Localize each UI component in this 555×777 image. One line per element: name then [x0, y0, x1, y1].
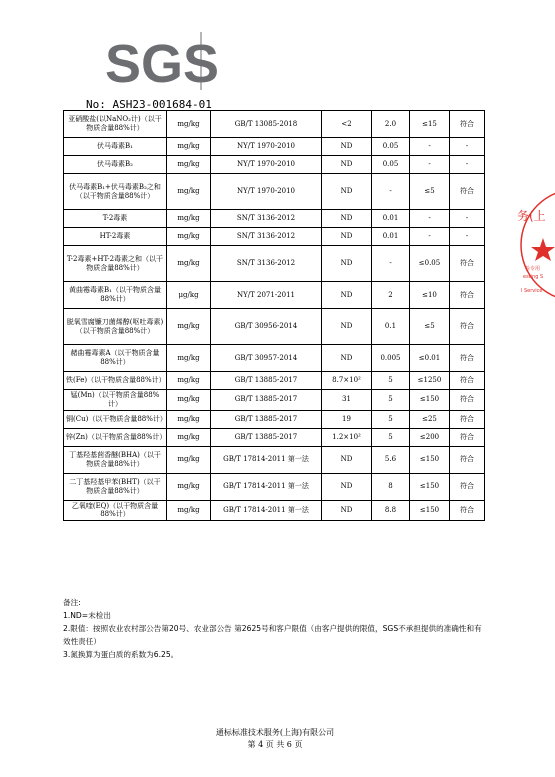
cell-mdl: 0.05 [372, 138, 410, 156]
cell-method: GB/T 30957-2014 [211, 345, 322, 372]
cell-unit: mg/kg [167, 428, 211, 446]
cell-method: GB/T 17814-2011 第一法 [211, 500, 322, 521]
cell-conclusion: 符合 [450, 282, 485, 309]
cell-result: 31 [322, 390, 372, 411]
cell-mdl: 0.01 [372, 228, 410, 246]
cell-unit: mg/kg [167, 210, 211, 228]
cell-mdl: 5 [372, 372, 410, 390]
cell-unit: mg/kg [167, 410, 211, 428]
cell-item: 赭曲霉毒素A（以干物质含量88%计） [64, 345, 167, 372]
table-row [64, 410, 485, 428]
cell-mdl: - [372, 246, 410, 282]
svg-text:l Service: l Service [521, 288, 543, 294]
cell-limit: ≤200 [410, 428, 450, 446]
cell-method: SN/T 3136-2012 [211, 246, 322, 282]
footer-page-number: 第 4 页 共 6 页 [247, 740, 303, 749]
cell-mdl: 2.0 [372, 111, 410, 138]
cell-item: 铁(Fe)（以干物质含量88%计） [64, 372, 167, 390]
cell-mdl: 2 [372, 282, 410, 309]
notes-line-2: 2.限值：按照农业农村部公告第20号、农业部公告 第2625号和客户限值（由客户提供的限值，SGS不承担提供的准确性和有效性责任） [63, 624, 482, 646]
cell-item: 伏马毒素B₁+伏马毒素B₂之和（以干物质含量88%计） [64, 174, 167, 210]
table-row [64, 174, 485, 210]
cell-unit: mg/kg [167, 309, 211, 345]
cell-unit: mg/kg [167, 372, 211, 390]
table-row [64, 228, 485, 246]
cell-conclusion: - [450, 138, 485, 156]
cell-item: 黄曲霉毒素B₁（以干物质含量88%计） [64, 282, 167, 309]
cell-limit: ≤150 [410, 473, 450, 500]
cell-method: GB/T 30956-2014 [211, 309, 322, 345]
cell-limit: ≤1250 [410, 372, 450, 390]
notes-title: 备注: [63, 598, 81, 607]
results-table [63, 110, 485, 521]
cell-limit: - [410, 138, 450, 156]
cell-unit: mg/kg [167, 138, 211, 156]
cell-unit: mg/kg [167, 500, 211, 521]
cell-limit: ≤150 [410, 500, 450, 521]
table-row [64, 345, 485, 372]
cell-method: GB/T 17814-2011 第一法 [211, 446, 322, 473]
table-row [64, 500, 485, 521]
cell-result: ND [322, 228, 372, 246]
cell-mdl: 5 [372, 410, 410, 428]
cell-conclusion: 符合 [450, 174, 485, 210]
cell-item: 丁基羟基茴香醚(BHA)（以干物质含量88%计） [64, 446, 167, 473]
cell-item: T-2毒素 [64, 210, 167, 228]
cell-limit: ≤0.05 [410, 246, 450, 282]
notes-line-3: 3.氮换算为蛋白质的系数为6.25。 [63, 650, 179, 659]
cell-conclusion: 符合 [450, 500, 485, 521]
company-seal-stamp [515, 190, 555, 300]
cell-unit: mg/kg [167, 111, 211, 138]
cell-item: 伏马毒素B₂ [64, 156, 167, 174]
table-row [64, 473, 485, 500]
cell-method: NY/T 1970-2010 [211, 138, 322, 156]
cell-conclusion: 符合 [450, 372, 485, 390]
svg-text:务(上: 务(上 [517, 209, 546, 223]
cell-item: HT-2毒素 [64, 228, 167, 246]
cell-result: 8.7×10² [322, 372, 372, 390]
cell-conclusion: 符合 [450, 410, 485, 428]
cell-mdl: 5.6 [372, 446, 410, 473]
cell-item: 二丁基羟基甲苯(BHT)（以干物质含量88%计） [64, 473, 167, 500]
cell-method: GB/T 13885-2017 [211, 428, 322, 446]
cell-method: SN/T 3136-2012 [211, 210, 322, 228]
cell-result: ND [322, 246, 372, 282]
cell-limit: ≤25 [410, 410, 450, 428]
report-number: No: ASH23-001684-01 [86, 98, 212, 111]
cell-conclusion: 符合 [450, 246, 485, 282]
cell-method: NY/T 1970-2010 [211, 156, 322, 174]
cell-result: ND [322, 500, 372, 521]
cell-unit: mg/kg [167, 345, 211, 372]
cell-method: GB/T 13085-2018 [211, 111, 322, 138]
cell-limit: - [410, 156, 450, 174]
footer-company: 通标标准技术服务(上海)有限公司 [215, 728, 335, 737]
notes [63, 596, 483, 661]
cell-item: 锌(Zn)（以干物质含量88%计） [64, 428, 167, 446]
cell-conclusion: - [450, 210, 485, 228]
table-row [64, 282, 485, 309]
cell-mdl: 0.1 [372, 309, 410, 345]
cell-method: SN/T 3136-2012 [211, 228, 322, 246]
table-row [64, 390, 485, 411]
cell-result: 19 [322, 410, 372, 428]
sgs-logo [105, 32, 220, 94]
cell-result: ND [322, 473, 372, 500]
cell-limit: ≤150 [410, 390, 450, 411]
cell-unit: mg/kg [167, 473, 211, 500]
cell-conclusion: 符合 [450, 345, 485, 372]
cell-mdl: 0.01 [372, 210, 410, 228]
cell-limit: ≤5 [410, 309, 450, 345]
cell-unit: mg/kg [167, 174, 211, 210]
table-row [64, 446, 485, 473]
cell-result: <2 [322, 111, 372, 138]
cell-item: 亚硝酸盐(以NaNO₂计)（以干物质含量88%计） [64, 111, 167, 138]
cell-item: T-2毒素+HT-2毒素之和（以干物质含量88%计） [64, 246, 167, 282]
cell-limit: ≤15 [410, 111, 450, 138]
cell-result: ND [322, 309, 372, 345]
sgs-logo-text: SGS [105, 34, 220, 94]
cell-limit: - [410, 228, 450, 246]
cell-limit: ≤5 [410, 174, 450, 210]
cell-result: ND [322, 210, 372, 228]
cell-item: 铜(Cu)（以干物质含量88%计） [64, 410, 167, 428]
notes-line-1: 1.ND=未检出 [63, 611, 111, 620]
cell-item: 乙氧喹(EQ)（以干物质含量88%计） [64, 500, 167, 521]
cell-method: NY/T 1970-2010 [211, 174, 322, 210]
cell-conclusion: - [450, 228, 485, 246]
cell-conclusion: 符合 [450, 473, 485, 500]
table-row [64, 210, 485, 228]
table-row [64, 111, 485, 138]
table-row [64, 309, 485, 345]
cell-mdl: 0.005 [372, 345, 410, 372]
cell-unit: mg/kg [167, 446, 211, 473]
cell-conclusion: - [450, 156, 485, 174]
cell-item: 锰(Mn)（以干物质含量88%计） [64, 390, 167, 411]
cell-conclusion: 符合 [450, 111, 485, 138]
cell-method: GB/T 17814-2011 第一法 [211, 473, 322, 500]
cell-item: 脱氧雪腐镰刀菌烯醇(呕吐毒素)（以干物质含量88%计） [64, 309, 167, 345]
table-row [64, 428, 485, 446]
cell-conclusion: 符合 [450, 446, 485, 473]
cell-mdl: - [372, 174, 410, 210]
cell-result: ND [322, 345, 372, 372]
cell-result: ND [322, 138, 372, 156]
cell-mdl: 8.8 [372, 500, 410, 521]
cell-conclusion: 符合 [450, 309, 485, 345]
cell-method: GB/T 13885-2017 [211, 372, 322, 390]
cell-result: ND [322, 174, 372, 210]
cell-mdl: 5 [372, 390, 410, 411]
table-row [64, 372, 485, 390]
cell-method: NY/T 2071-2011 [211, 282, 322, 309]
cell-conclusion: 符合 [450, 390, 485, 411]
cell-limit: ≤150 [410, 446, 450, 473]
cell-method: GB/T 13885-2017 [211, 390, 322, 411]
cell-mdl: 5 [372, 428, 410, 446]
cell-result: ND [322, 282, 372, 309]
cell-result: ND [322, 446, 372, 473]
cell-mdl: 8 [372, 473, 410, 500]
svg-text:检专用: 检专用 [525, 266, 541, 272]
cell-unit: mg/kg [167, 228, 211, 246]
cell-unit: mg/kg [167, 390, 211, 411]
cell-method: GB/T 13885-2017 [211, 410, 322, 428]
cell-mdl: 0.05 [372, 156, 410, 174]
table-row [64, 156, 485, 174]
svg-text:esting S: esting S [523, 274, 544, 280]
table-row [64, 246, 485, 282]
cell-unit: μg/kg [167, 282, 211, 309]
table-row [64, 138, 485, 156]
cell-result: 1.2×10² [322, 428, 372, 446]
cell-limit: - [410, 210, 450, 228]
cell-item: 伏马毒素B₁ [64, 138, 167, 156]
cell-conclusion: 符合 [450, 428, 485, 446]
cell-result: ND [322, 156, 372, 174]
cell-limit: ≤0.01 [410, 345, 450, 372]
cell-unit: mg/kg [167, 246, 211, 282]
cell-unit: mg/kg [167, 156, 211, 174]
cell-limit: ≤10 [410, 282, 450, 309]
